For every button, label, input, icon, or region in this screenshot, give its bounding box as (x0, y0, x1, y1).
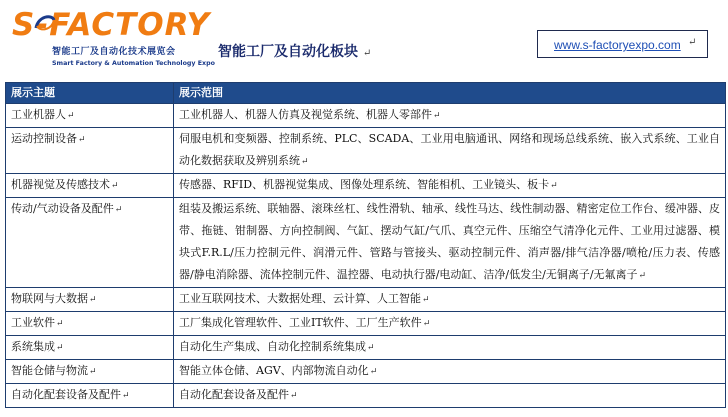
scope-cell: 自动化配套设备及配件↵ (174, 384, 726, 408)
logo-wordmark: S-FACTORY (12, 7, 211, 43)
paragraph-mark-icon: ↵ (362, 48, 372, 59)
topic-cell: 运动控制设备↵ (6, 128, 174, 174)
scope-cell: 工业机器人、机器人仿真及视觉系统、机器人零部件↵ (174, 104, 726, 128)
header-topic: 展示主题 (6, 83, 174, 104)
topic-cell: 智能仓储与物流↵ (6, 360, 174, 384)
table-row (6, 198, 726, 288)
table-header-row (6, 83, 726, 104)
scope-cell: 自动化生产集成、自动化控制系统集成↵ (174, 336, 726, 360)
logo-swirl-icon (32, 10, 58, 36)
sfactory-logo (12, 8, 217, 74)
table-row (6, 104, 726, 128)
paragraph-mark-icon: ↵ (688, 37, 697, 48)
table-row (6, 384, 726, 408)
scope-cell: 工厂集成化管理软件、工业IT软件、工厂生产软件↵ (174, 312, 726, 336)
header-scope: 展示范围 (174, 83, 726, 104)
page-title (218, 42, 371, 62)
page-header (0, 0, 728, 80)
topic-cell: 系统集成↵ (6, 336, 174, 360)
page-title-text: 智能工厂及自动化板块 (218, 44, 358, 60)
table-row (6, 312, 726, 336)
logo-english-name: Smart Factory & Automation Technology Expo (52, 60, 215, 67)
table-row (6, 174, 726, 198)
table-row (6, 360, 726, 384)
topic-cell: 工业机器人↵ (6, 104, 174, 128)
topic-cell: 自动化配套设备及配件↵ (6, 384, 174, 408)
topic-cell: 工业软件↵ (6, 312, 174, 336)
scope-cell: 组装及搬运系统、联轴器、滚珠丝杠、线性滑轨、轴承、线性马达、线性制动器、精密定位工作台、缓冲器、皮带、拖链、钳制器、方向控制阀、气缸、摆动气缸/气爪、真空元件、压缩空气清净化元件、工业用过滤器、模块式F.R.L/压力控制元件、润滑元件、管路与管接头、驱动控制元件、消声器/排气洁净器/喷枪/压力表、传感器/静电消除器、流体控制元件、温控器、电动执行器/电动缸、洁净/低发尘/无铜离子/无氟离子↵ (174, 198, 726, 288)
topic-cell: 传动/气动设备及配件↵ (6, 198, 174, 288)
scope-cell: 伺服电机和变频器、控制系统、PLC、SCADA、工业用电脑通讯、网络和现场总线系统、嵌入式系统、工业自动化数据获取及辨别系统↵ (174, 128, 726, 174)
topic-cell: 物联网与大数据↵ (6, 288, 174, 312)
website-box (537, 30, 708, 58)
table-row (6, 288, 726, 312)
topic-cell: 机器视觉及传感技术↵ (6, 174, 174, 198)
table-row (6, 336, 726, 360)
website-link[interactable]: www.s-factoryexpo.com (554, 38, 681, 52)
exhibit-scope-table (5, 82, 726, 408)
scope-cell: 智能立体仓储、AGV、内部物流自动化↵ (174, 360, 726, 384)
table-row (6, 128, 726, 174)
logo-chinese-name: 智能工厂及自动化技术展览会 (52, 47, 176, 57)
scope-cell: 工业互联网技术、大数据处理、云计算、人工智能↵ (174, 288, 726, 312)
scope-cell: 传感器、RFID、机器视觉集成、图像处理系统、智能相机、工业镜头、板卡↵ (174, 174, 726, 198)
